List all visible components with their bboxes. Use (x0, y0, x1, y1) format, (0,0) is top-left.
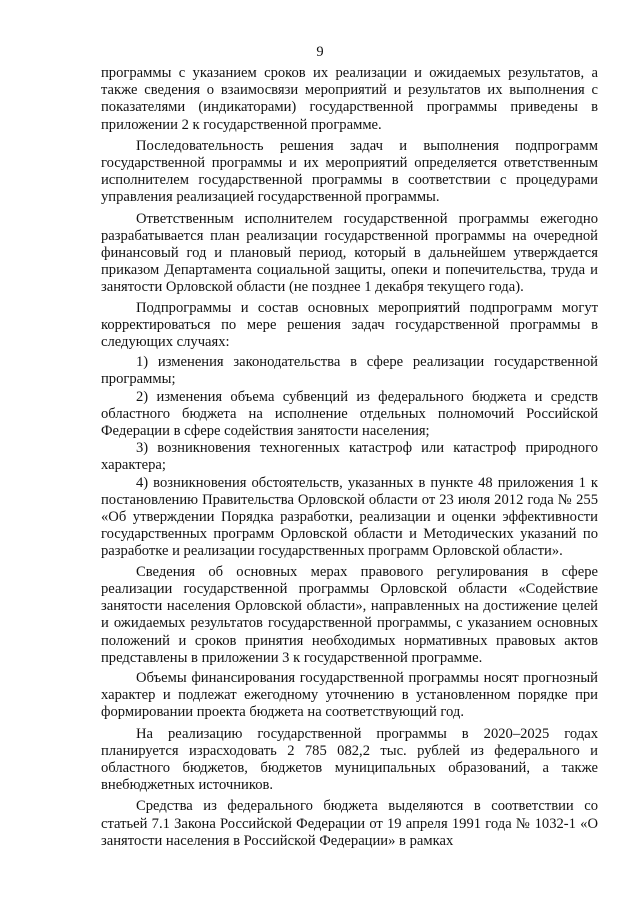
paragraph-budget-amount: На реализацию государственной программы в 2020–2025 годах планируется израсходовать 2 785 082,2 тыс. рублей из федерального и областного бюджетов, бюджетов муниципальных образований, а также внебюджетных источников. (101, 725, 598, 794)
paragraph-financing-volumes: Объемы финансирования государственной программы носят прогнозный характер и подлежат ежегодному уточнению в установленном порядке при формировании проекта бюджета на соответствующий год. (101, 669, 598, 721)
list-item-2: 2) изменения объема субвенций из федерального бюджета и средств областного бюджета на исполнение отдельных полномочий Российской Федерации в сфере содействия занятости населения; (101, 388, 598, 440)
paragraph-continuation: программы с указанием сроков их реализации и ожидаемых результатов, а также сведения о взаимосвязи мероприятий и результатов их выполнения с показателями (индикаторами) государственной программы приведены в приложении 2 к государственной программе. (101, 65, 598, 133)
list-item-1: 1) изменения законодательства в сфере реализации государственной программы; (101, 354, 598, 388)
paragraph-sequence: Последовательность решения задач и выполнения подпрограмм государственной программы и их мероприятий определяется ответственным исполнителем государственной программы в соответствии с процедурами управления реализацией государственной программы. (101, 137, 598, 206)
page-number: 9 (316, 44, 324, 60)
paragraph-legal-regulation: Сведения об основных мерах правового регулирования в сфере реализации государственной программы Орловской области «Содействие занятости населения Орловской области», направленных на достижение целей и ожидаемых результатов государственной программы, с указанием основных положений и сроков принятия необходимых нормативных правовых актов представлены в приложении 3 к государственной программе. (101, 563, 598, 666)
list-item-3: 3) возникновения техногенных катастроф или катастроф природного характера; (101, 440, 598, 474)
paragraph-federal-funds: Средства из федерального бюджета выделяются в соответствии со статьей 7.1 Закона Российской Федерации от 19 апреля 1991 года № 1032-1 «О занятости населения в Российской Федерации» в рамках (101, 798, 598, 849)
list-item-4: 4) возникновения обстоятельств, указанных в пункте 48 приложения 1 к постановлению Правительства Орловской области от 23 июля 2012 года № 255 «Об утверждении Порядка разработки, реализации и оценки эффективности государственных программ Орловской области и Методических указаний по разработке и реализации государственных программ Орловской области». (101, 474, 598, 560)
paragraph-adjustment-cases: Подпрограммы и состав основных мероприятий подпрограмм могут корректироваться по мере решения задач государственной программы в следующих случаях: (101, 299, 598, 351)
document-body (101, 65, 598, 850)
paragraph-implementation-plan: Ответственным исполнителем государственной программы ежегодно разрабатывается план реализации государственной программы на очередной финансовый год и плановый период, который в дальнейшем утверждается приказом Департамента социальной защиты, опеки и попечительства, труда и занятости Орловской области (не позднее 1 декабря текущего года). (101, 210, 598, 296)
